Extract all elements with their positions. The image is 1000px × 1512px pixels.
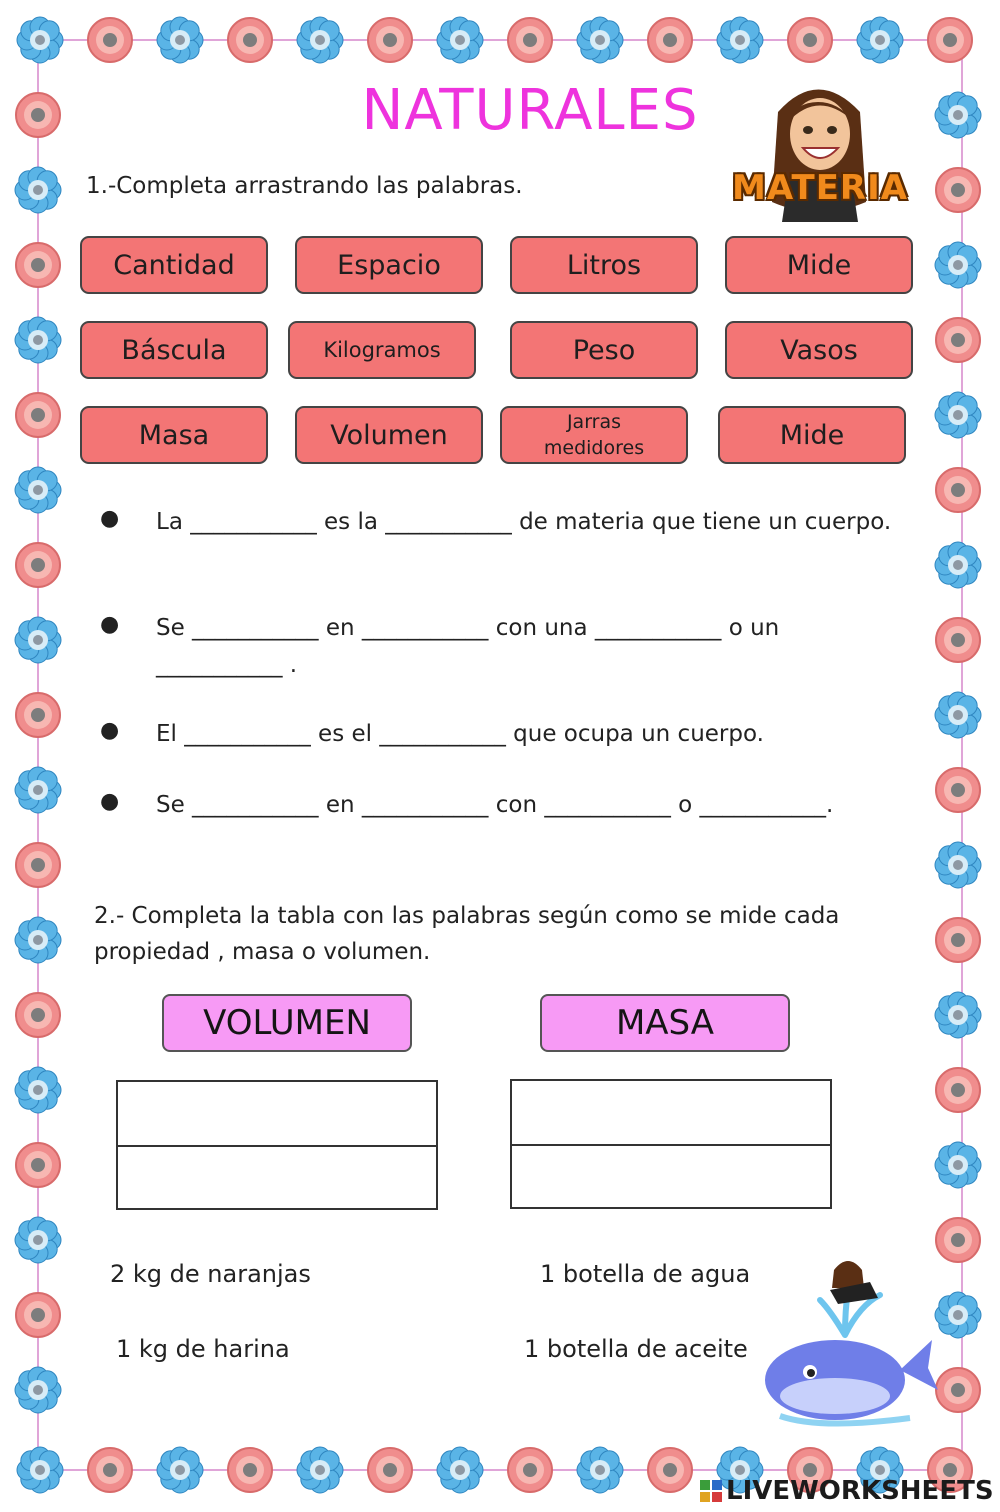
pink-flower-icon [88,18,132,62]
blue-flower-icon [935,1292,981,1338]
item-1kg-harina[interactable]: 1 kg de harina [116,1335,290,1363]
category-volumen: VOLUMEN [162,994,412,1052]
bullet-icon: ● [100,718,120,743]
pink-flower-icon [88,1448,132,1492]
pink-flower-icon [936,1368,980,1412]
materia-logo: MATERIA [732,168,909,208]
sentence-text[interactable]: Se ___________ en ___________ con ___________ o ___________. [156,792,834,818]
blue-flower-icon [437,17,483,63]
exercise1-instruction: 1.-Completa arrastrando las palabras. [86,173,523,199]
volumen-drop-table [116,1080,438,1210]
pink-flower-icon [936,318,980,362]
sentence-text[interactable]: Se ___________ en ___________ con una ___________ o un ___________ . [156,615,780,678]
pink-flower-icon [936,918,980,962]
masa-drop-slot-2[interactable] [512,1146,830,1209]
word-tile-mide[interactable]: Mide [725,236,913,294]
blue-flower-icon [17,1447,63,1493]
blue-flower-icon [935,842,981,888]
volumen-drop-slot-1[interactable] [118,1082,436,1147]
word-tile-jarras-medidores[interactable]: Jarras medidores [500,406,688,464]
item-botella-aceite[interactable]: 1 botella de aceite [524,1335,748,1363]
blue-flower-icon [15,917,61,963]
liveworksheets-logo [700,1474,994,1508]
word-tile-peso[interactable]: Peso [510,321,698,379]
pink-flower-icon [16,1293,60,1337]
word-tile-cantidad[interactable]: Cantidad [80,236,268,294]
blue-flower-icon [297,17,343,63]
pink-flower-icon [16,693,60,737]
pink-flower-icon [936,168,980,212]
bullet-icon: ● [100,612,120,637]
word-tile-volumen[interactable]: Volumen [295,406,483,464]
blue-flower-icon [15,767,61,813]
blue-flower-icon [577,17,623,63]
blue-flower-icon [15,167,61,213]
blue-flower-icon [15,1367,61,1413]
blue-flower-icon [297,1447,343,1493]
blue-flower-icon [717,17,763,63]
pink-flower-icon [936,1218,980,1262]
blue-flower-icon [857,17,903,63]
blue-flower-icon [157,1447,203,1493]
word-tile-litros[interactable]: Litros [510,236,698,294]
whale-icon [760,1240,940,1430]
blue-flower-icon [935,542,981,588]
liveworksheets-badge-icon [700,1480,722,1502]
pink-flower-icon [228,18,272,62]
pink-flower-icon [508,1448,552,1492]
pink-flower-icon [928,18,972,62]
word-tile-vasos[interactable]: Vasos [725,321,913,379]
pink-flower-icon [788,18,832,62]
blue-flower-icon [15,1217,61,1263]
word-tile-bascula[interactable]: Báscula [80,321,268,379]
blue-flower-icon [935,692,981,738]
pink-flower-icon [648,1448,692,1492]
blue-flower-icon [935,92,981,138]
blue-flower-icon [15,617,61,663]
bullet-icon: ● [100,506,120,531]
blue-flower-icon [437,1447,483,1493]
pink-flower-icon [936,1068,980,1112]
masa-drop-slot-1[interactable] [512,1081,830,1146]
pink-flower-icon [16,93,60,137]
masa-drop-table [510,1079,832,1209]
pink-flower-icon [16,393,60,437]
pink-flower-icon [508,18,552,62]
pink-flower-icon [936,468,980,512]
pink-flower-icon [228,1448,272,1492]
blue-flower-icon [15,1067,61,1113]
blue-flower-icon [935,392,981,438]
pink-flower-icon [16,243,60,287]
blue-flower-icon [935,242,981,288]
pink-flower-icon [16,1143,60,1187]
pink-flower-icon [368,1448,412,1492]
sentence-text[interactable]: La ___________ es la ___________ de materia que tiene un cuerpo. [156,509,892,535]
word-tile-kilogramos[interactable]: Kilogramos [288,321,476,379]
word-tile-masa[interactable]: Masa [80,406,268,464]
word-tile-mide-2[interactable]: Mide [718,406,906,464]
liveworksheets-brand: LIVEWORKSHEETS [726,1476,994,1506]
pink-flower-icon [16,843,60,887]
pink-flower-icon [16,993,60,1037]
page-title: NATURALES [361,78,699,143]
pink-flower-icon [16,543,60,587]
item-botella-agua[interactable]: 1 botella de agua [540,1260,751,1288]
word-tile-espacio[interactable]: Espacio [295,236,483,294]
blue-flower-icon [157,17,203,63]
blue-flower-icon [935,992,981,1038]
volumen-drop-slot-2[interactable] [118,1147,436,1210]
pink-flower-icon [648,18,692,62]
blue-flower-icon [17,17,63,63]
bullet-icon: ● [100,789,120,814]
blue-flower-icon [15,467,61,513]
blue-flower-icon [15,317,61,363]
item-2kg-naranjas[interactable]: 2 kg de naranjas [110,1260,311,1288]
exercise2-instruction: 2.- Completa la tabla con las palabras según como se mide cada propiedad , masa o volumen. [94,903,840,965]
pink-flower-icon [368,18,412,62]
category-masa: MASA [540,994,790,1052]
blue-flower-icon [577,1447,623,1493]
pink-flower-icon [936,618,980,662]
sentence-text[interactable]: El ___________ es el ___________ que ocupa un cuerpo. [156,721,764,747]
pink-flower-icon [936,768,980,812]
blue-flower-icon [935,1142,981,1188]
